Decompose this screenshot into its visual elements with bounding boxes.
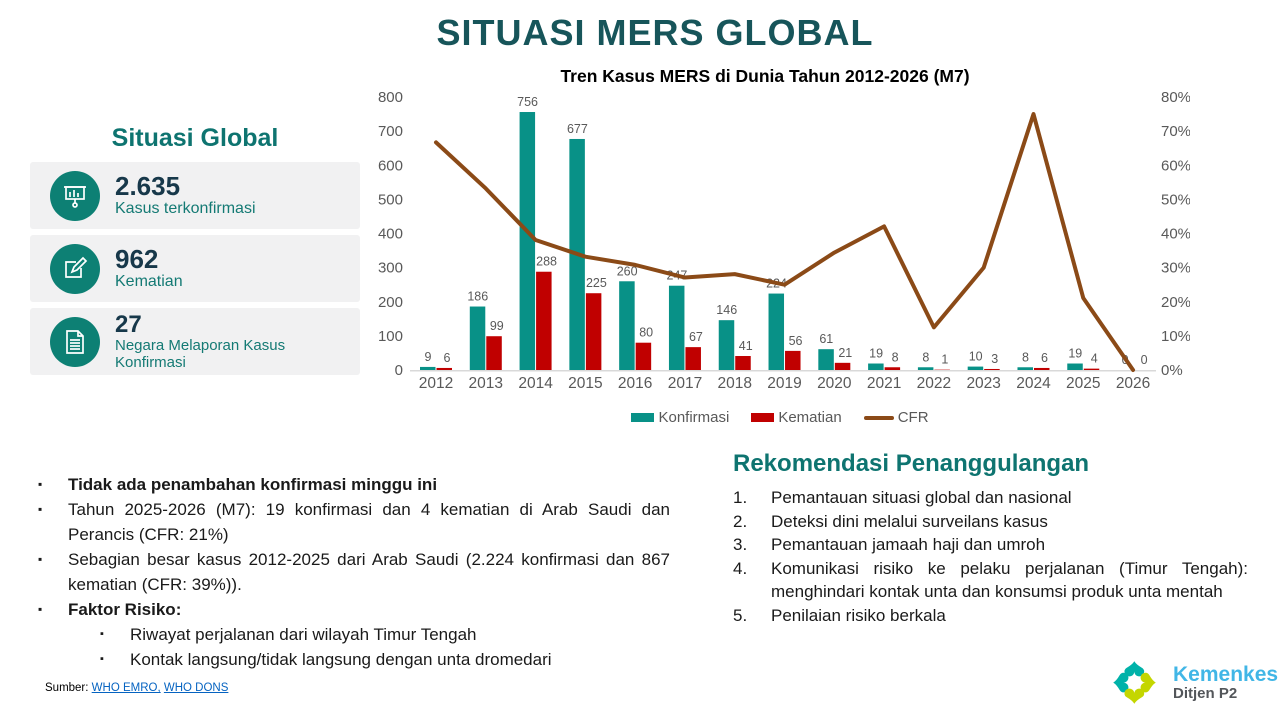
legend-swatch [631,413,654,422]
bar-konfirmasi-2022 [918,367,934,370]
value-label-kematian: 67 [688,330,703,345]
recommendation-text: Pemantauan situasi global dan nasional [771,488,1072,507]
stat-card-countries [30,308,360,375]
left-axis-label: 100 [377,327,403,345]
countries-label: Negara Melaporan Kasus Konfirmasi [115,336,286,372]
value-label-konfirmasi: 61 [819,332,834,347]
source-label: Sumber: [45,682,89,694]
recommendation-item [733,510,1248,534]
value-label-kematian: 288 [536,254,558,269]
bar-kematian-2016 [636,343,652,370]
bar-konfirmasi-2023 [968,367,984,370]
bar-kematian-2013 [486,336,502,370]
value-label-konfirmasi: 146 [716,303,738,318]
value-label-kematian: 56 [788,333,803,348]
recommendation-item [733,486,1248,510]
bullet-marker: ▪ [100,628,104,640]
bar-konfirmasi-2017 [669,286,685,370]
recommendation-text: Komunikasi risiko ke pelaku perjalanan (Timur Tengah): menghindari kontak unta dan konsumsi produk unta mentah [771,558,1248,601]
bar-konfirmasi-2016 [619,281,635,370]
document-icon [50,317,100,367]
presentation-chart-icon [50,171,100,221]
legend-item-cfr [864,409,929,426]
page-title: SITUASI MERS GLOBAL [436,12,874,53]
bar-kematian-2023 [984,369,1000,370]
recommendation-text: Pemantauan jamaah haji dan umroh [771,535,1046,554]
value-label-kematian: 99 [489,319,504,334]
value-label-kematian: 41 [738,339,753,354]
right-axis-label: 0% [1161,362,1183,379]
highlight-item [38,472,670,497]
right-axis-label: 60% [1161,157,1190,175]
category-label-2024: 2024 [1016,375,1051,392]
category-label-2017: 2017 [667,375,703,392]
bullet-marker: ▪ [38,477,43,491]
bar-konfirmasi-2019 [769,294,785,370]
recommendation-item [733,557,1248,604]
value-label-kematian: 6 [1041,350,1048,365]
value-label-kematian: 225 [585,276,607,291]
legend-swatch [751,413,774,422]
left-axis-label: 200 [377,293,403,311]
value-label-konfirmasi: 756 [517,95,539,110]
source-link-1[interactable]: WHO EMRO, [91,682,161,694]
recommendations-panel [733,450,1248,627]
deaths-count: 962 [115,243,159,274]
left-axis-label: 500 [377,191,403,209]
highlight-subtext: Kontak langsung/tidak langsung dengan unta dromedari [130,650,552,669]
bar-kematian-2012 [437,368,453,370]
value-label-konfirmasi: 186 [467,289,489,304]
recommendations-list [733,486,1248,627]
recommendations-heading: Rekomendasi Penanggulangan [733,450,1090,477]
bar-kematian-2025 [1084,369,1100,370]
recommendation-text: Deteksi dini melalui surveilans kasus [771,511,1048,531]
value-label-konfirmasi: 9 [424,349,432,364]
right-axis-label: 50% [1161,191,1190,209]
bar-konfirmasi-2021 [868,364,884,370]
bar-kematian-2017 [685,347,701,370]
logo-brand-text: Kemenkes [1173,663,1279,687]
category-label-2012: 2012 [418,375,454,392]
right-axis-label: 80% [1161,89,1190,106]
bar-kematian-2021 [885,367,901,370]
sidebar-heading: Situasi Global [111,124,279,152]
deaths-label: Kematian [115,272,183,290]
value-label-kematian: 21 [838,345,853,360]
edit-icon [50,244,100,294]
bar-konfirmasi-2025 [1067,364,1083,370]
value-label-konfirmasi: 0 [1121,353,1129,367]
bullet-marker: ▪ [100,653,104,665]
value-label-konfirmasi: 10 [968,349,983,364]
bar-kematian-2015 [586,293,602,370]
category-label-2022: 2022 [916,375,952,392]
value-label-konfirmasi: 8 [1022,350,1029,365]
mers-trend-chart [370,85,1190,430]
highlight-text: Sebagian besar kasus 2012-2025 dari Arab Saudi (2.224 konfirmasi dan 867 kematian (CFR: 39%)). [68,550,670,594]
recommendation-number: 1. [733,488,748,507]
stat-card-deaths [30,235,360,302]
recommendation-number: 2. [733,511,748,531]
right-axis-label: 20% [1161,293,1190,311]
source-footer [45,682,228,694]
left-axis-label: 700 [377,123,403,141]
left-axis-label: 400 [377,225,403,243]
value-label-konfirmasi: 677 [566,121,588,136]
category-label-2020: 2020 [817,375,852,392]
bullet-marker: ▪ [38,552,43,566]
legend-label: CFR [897,409,929,426]
highlight-item [38,497,670,547]
stat-card-confirmed [30,162,360,229]
value-label-konfirmasi: 19 [1068,346,1083,361]
legend-swatch [864,416,894,420]
source-link-2[interactable]: WHO DONS [163,682,229,694]
value-label-kematian: 6 [443,350,451,365]
recommendation-number: 4. [733,558,748,578]
left-axis-label: 800 [377,89,403,106]
value-label-konfirmasi: 260 [616,264,638,279]
highlight-item [38,597,670,622]
category-label-2014: 2014 [518,375,553,392]
value-label-kematian: 3 [991,351,999,366]
legend-label: Konfirmasi [658,409,730,426]
bar-konfirmasi-2018 [719,320,735,370]
right-axis-label: 30% [1161,259,1190,277]
bullet-marker: ▪ [38,602,43,616]
right-axis-label: 40% [1161,225,1190,243]
highlight-text: Tidak ada penambahan konfirmasi minggu ini [68,475,438,494]
left-axis-label: 600 [377,157,403,175]
highlight-text: Tahun 2025-2026 (M7): 19 konfirmasi dan 4 kematian di Arab Saudi dan Perancis (CFR: 21%) [68,500,670,544]
category-label-2016: 2016 [617,375,653,392]
left-axis-label: 300 [377,259,403,277]
category-label-2021: 2021 [866,375,902,392]
highlight-item [38,547,670,597]
confirmed-label: Kasus terkonfirmasi [115,199,256,217]
highlight-subitem [100,622,670,647]
highlight-subitem [100,647,670,672]
value-label-kematian: 80 [639,325,654,340]
logo-unit-text: Ditjen P2 [1173,685,1238,703]
recommendation-item [733,533,1248,557]
kemenkes-flower-icon: ❤ ❤ ❤ ❤ [1104,653,1164,712]
bar-konfirmasi-2024 [1017,367,1033,370]
bar-kematian-2024 [1034,368,1050,370]
chart-title: Tren Kasus MERS di Dunia Tahun 2012-2026 (M7) [560,66,970,86]
legend-label: Kematian [778,409,842,426]
category-label-2023: 2023 [966,375,1001,392]
category-label-2018: 2018 [717,375,752,392]
bar-konfirmasi-2020 [818,349,834,370]
confirmed-count: 2.635 [115,170,181,201]
value-label-kematian: 0 [1140,353,1148,367]
chart-legend [370,409,1190,426]
bar-kematian-2018 [735,356,751,370]
bar-kematian-2020 [835,363,851,370]
bar-konfirmasi-2014 [520,112,536,370]
bar-konfirmasi-2013 [470,307,486,370]
highlight-subtext: Riwayat perjalanan dari wilayah Timur Tengah [130,625,477,644]
stat-cards [30,162,360,375]
recommendation-text: Penilaian risiko berkala [771,605,946,625]
countries-count: 27 [115,310,142,338]
bar-kematian-2014 [536,272,552,370]
bar-konfirmasi-2012 [420,367,436,370]
bullet-marker: ▪ [38,502,43,516]
category-label-2019: 2019 [767,375,802,392]
right-axis-label: 70% [1161,123,1190,141]
category-label-2025: 2025 [1066,375,1101,392]
value-label-kematian: 4 [1090,351,1098,366]
kemenkes-logo [1104,653,1279,712]
value-label-konfirmasi: 224 [766,276,787,291]
recommendation-number: 5. [733,605,748,625]
value-label-konfirmasi: 8 [922,350,930,365]
value-label-kematian: 8 [891,350,899,365]
category-label-2015: 2015 [568,375,603,392]
category-label-2026: 2026 [1115,375,1151,392]
legend-item-konfirmasi [631,409,729,426]
left-axis-label: 0 [394,362,403,379]
bar-kematian-2019 [785,351,801,370]
value-label-konfirmasi: 247 [666,268,688,283]
highlight-text: Faktor Risiko: [68,600,182,619]
legend-item-kematian [751,409,841,426]
category-label-2013: 2013 [468,375,504,392]
right-axis-label: 10% [1161,327,1190,345]
recommendation-number: 3. [733,535,748,554]
value-label-konfirmasi: 19 [869,346,884,361]
value-label-kematian: 1 [941,352,949,367]
recommendation-item [733,604,1248,628]
highlights-list [38,472,670,672]
